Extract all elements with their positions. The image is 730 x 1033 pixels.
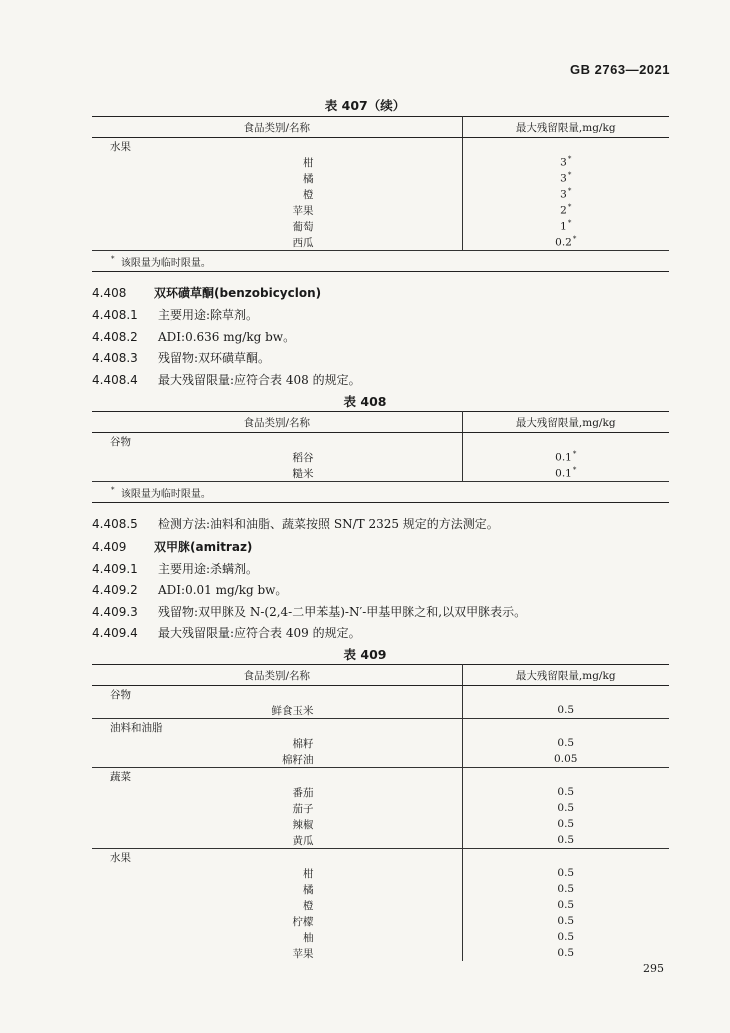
- limit-value: 0.5: [557, 931, 575, 943]
- food-name: 鲜食玉米: [92, 702, 462, 719]
- table-row: [92, 154, 669, 170]
- clause-4-409-2: [92, 581, 287, 598]
- food-name: 黄瓜: [92, 832, 462, 849]
- temp-mark: *: [567, 203, 572, 212]
- group-label: 水果: [92, 849, 462, 866]
- clause-4-408-2: [92, 328, 295, 345]
- clause-4-408-4: [92, 371, 361, 388]
- clause-text: ADI:0.636 mg/kg bw。: [158, 330, 296, 344]
- food-name: 苹果: [92, 202, 462, 218]
- limit-value: 3: [560, 188, 567, 201]
- clause-number: 4.408.1: [92, 308, 138, 322]
- limit-value: 0.5: [557, 883, 575, 895]
- section-heading-4-408: [92, 284, 321, 301]
- clause-text: 残留物:双环磺草酮。: [158, 351, 271, 365]
- food-name: 橙: [92, 186, 462, 202]
- table-row: [92, 234, 669, 251]
- clause-number: 4.409.3: [92, 605, 138, 619]
- clause-number: 4.408.2: [92, 330, 138, 344]
- food-name: 柑: [92, 865, 462, 881]
- clause-number: 4.408.3: [92, 351, 138, 365]
- food-name: 番茄: [92, 784, 462, 800]
- table-row: [92, 945, 669, 961]
- clause-text: ADI:0.01 mg/kg bw。: [158, 583, 288, 597]
- col-header-food: 食品类别/名称: [92, 665, 462, 686]
- section-number: 4.409: [92, 540, 127, 554]
- group-label: 蔬菜: [92, 768, 462, 785]
- table-row: [92, 929, 669, 945]
- food-name: 稻谷: [92, 449, 462, 465]
- limit-value: 0.5: [557, 915, 575, 927]
- table-409-caption: 表 409: [343, 647, 387, 662]
- table-row: [92, 702, 669, 719]
- col-header-limit: 最大残留限量,mg/kg: [462, 412, 669, 433]
- limit-value: 0.1: [555, 451, 572, 464]
- table-407-caption: 表 407（续）: [324, 98, 406, 113]
- food-name: 辣椒: [92, 816, 462, 832]
- footnote-mark: *: [111, 255, 115, 264]
- limit-value: 0.5: [557, 818, 575, 830]
- col-header-limit: 最大残留限量,mg/kg: [462, 117, 669, 138]
- table-header-row: [92, 412, 669, 433]
- limit-value: 0.1: [555, 467, 572, 480]
- food-name: 茄子: [92, 800, 462, 816]
- clause-4-408-1: [92, 306, 258, 323]
- food-name: 橘: [92, 881, 462, 897]
- section-title: 双环磺草酮(benzobicyclon): [154, 286, 322, 300]
- group-label: 油料和油脂: [92, 719, 462, 736]
- section-title: 双甲脒(amitraz): [154, 540, 253, 554]
- limit-value: 0.5: [557, 786, 575, 798]
- limit-value: 3: [560, 156, 567, 169]
- food-name: 橙: [92, 897, 462, 913]
- group-label: 谷物: [92, 433, 462, 450]
- group-row: [92, 686, 669, 703]
- food-name: 柠檬: [92, 913, 462, 929]
- group-row: [92, 768, 669, 785]
- table-row: [92, 449, 669, 465]
- clause-text: 最大残留限量:应符合表 409 的规定。: [158, 626, 361, 640]
- food-name: 棉籽: [92, 735, 462, 751]
- temp-mark: *: [572, 466, 577, 475]
- clause-number: 4.409.4: [92, 626, 138, 640]
- footnote-mark: *: [111, 486, 115, 495]
- table-footnote: 该限量为临时限量。: [120, 257, 211, 269]
- page-number: 295: [643, 962, 664, 975]
- group-row: [92, 433, 669, 450]
- limit-value: 0.5: [557, 802, 575, 814]
- food-name: 柚: [92, 929, 462, 945]
- clause-4-409-4: [92, 624, 361, 641]
- limit-value: 0.5: [557, 834, 575, 846]
- table-row: [92, 186, 669, 202]
- clause-text: 主要用途:杀螨剂。: [158, 562, 259, 576]
- clause-text: 残留物:双甲脒及 N-(2,4-二甲苯基)-N′-甲基甲脒之和,以双甲脒表示。: [158, 605, 527, 619]
- clause-number: 4.409.2: [92, 583, 138, 597]
- temp-mark: *: [572, 450, 577, 459]
- table-footnote-row: [92, 482, 669, 503]
- limit-value: 0.5: [557, 704, 575, 716]
- table-row: [92, 881, 669, 897]
- temp-mark: *: [567, 187, 572, 196]
- food-name: 糙米: [92, 465, 462, 482]
- table-header-row: [92, 117, 669, 138]
- table-row: [92, 800, 669, 816]
- table-409: [92, 664, 669, 961]
- temp-mark: *: [567, 171, 572, 180]
- table-408: [92, 411, 669, 503]
- table-row: [92, 913, 669, 929]
- clause-4-408-5: [92, 515, 499, 532]
- table-row: [92, 784, 669, 800]
- section-heading-4-409: [92, 538, 252, 555]
- clause-text: 主要用途:除草剂。: [158, 308, 259, 322]
- clause-4-409-3: [92, 603, 526, 620]
- limit-value: 0.5: [557, 899, 575, 911]
- group-label: 水果: [92, 138, 462, 155]
- table-407: [92, 116, 669, 272]
- clause-text: 最大残留限量:应符合表 408 的规定。: [158, 373, 361, 387]
- limit-value: 0.5: [557, 947, 575, 959]
- table-row: [92, 816, 669, 832]
- food-name: 苹果: [92, 945, 462, 961]
- table-header-row: [92, 665, 669, 686]
- temp-mark: *: [567, 155, 572, 164]
- limit-value: 0.5: [557, 737, 575, 749]
- limit-value: 0.2: [555, 236, 572, 249]
- table-row: [92, 751, 669, 768]
- group-row: [92, 138, 669, 155]
- clause-4-409-1: [92, 560, 258, 577]
- table-row: [92, 218, 669, 234]
- standard-code: GB 2763—2021: [570, 62, 670, 77]
- clause-4-408-3: [92, 349, 270, 366]
- group-row: [92, 719, 669, 736]
- limit-value: 0.5: [557, 867, 575, 879]
- section-number: 4.408: [92, 286, 127, 300]
- table-footnote: 该限量为临时限量。: [120, 488, 211, 500]
- temp-mark: *: [572, 235, 577, 244]
- table-row: [92, 897, 669, 913]
- col-header-food: 食品类别/名称: [92, 412, 462, 433]
- food-name: 葡萄: [92, 218, 462, 234]
- table-footnote-row: [92, 251, 669, 272]
- table-row: [92, 832, 669, 849]
- clause-text: 检测方法:油料和油脂、蔬菜按照 SN/T 2325 规定的方法测定。: [158, 517, 499, 531]
- food-name: 柑: [92, 154, 462, 170]
- table-row: [92, 465, 669, 482]
- group-row: [92, 849, 669, 866]
- limit-value: 2: [560, 204, 567, 217]
- table-row: [92, 170, 669, 186]
- table-row: [92, 735, 669, 751]
- limit-value: 3: [560, 172, 567, 185]
- col-header-limit: 最大残留限量,mg/kg: [462, 665, 669, 686]
- clause-number: 4.408.4: [92, 373, 138, 387]
- temp-mark: *: [567, 219, 572, 228]
- group-label: 谷物: [92, 686, 462, 703]
- table-row: [92, 865, 669, 881]
- table-row: [92, 202, 669, 218]
- food-name: 棉籽油: [92, 751, 462, 768]
- clause-number: 4.409.1: [92, 562, 138, 576]
- limit-value: 1: [560, 220, 567, 233]
- limit-value: 0.05: [554, 753, 578, 765]
- food-name: 橘: [92, 170, 462, 186]
- food-name: 西瓜: [92, 234, 462, 251]
- col-header-food: 食品类别/名称: [92, 117, 462, 138]
- clause-number: 4.408.5: [92, 517, 138, 531]
- table-408-caption: 表 408: [343, 394, 387, 409]
